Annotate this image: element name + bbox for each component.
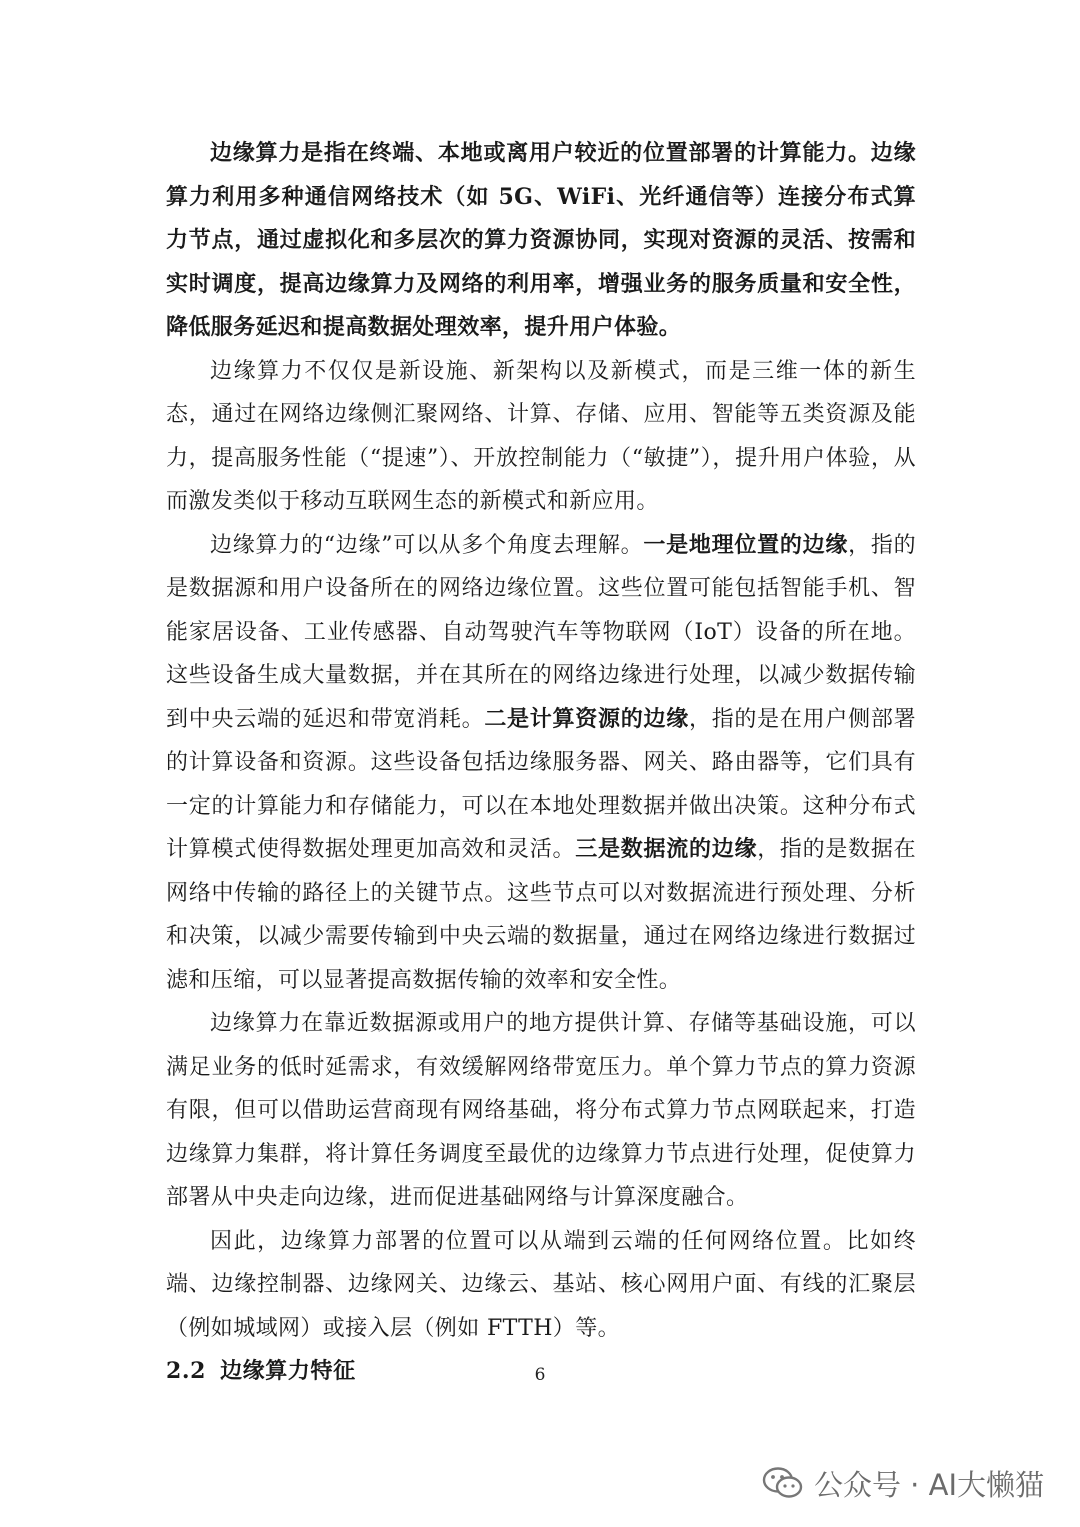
bold-phrase-compute-edge: 二是计算资源的边缘 — [484, 705, 689, 732]
text-segment: ，指的是数据在网络中传输的路径上的关键节点。这些节点可以对数据流进行预处理、分析和决策，以减少需要传输到中央云端的数据量，通过在网络边缘进行数据过滤和压缩，可以显著提高数据传输的效率和安全性。 — [166, 837, 917, 993]
watermark — [762, 1458, 1044, 1508]
document-body — [166, 132, 916, 1394]
paragraph-latency: 边缘算力在靠近数据源或用户的地方提供计算、存储等基础设施，可以满足业务的低时延需求，有效缓解网络带宽压力。单个算力节点的算力资源有限，但可以借助运营商现有网络基础，将分布式算力节点网联起来，打造边缘算力集群，将计算任务调度至最优的边缘算力节点进行处理，促使算力部署从中央走向边缘，进而促进基础网络与计算深度融合。 — [166, 1011, 916, 1210]
text-segment: ，指的是在用户侧部署的计算设备和资源。这些设备包括边缘服务器、网关、路由器等，它们具有一定的计算能力和存储能力，可以在本地处理数据并做出决策。这种分布式计算模式使得数据处理更加高效和灵活。 — [166, 706, 916, 862]
watermark-text: 公众号 · AI大懒猫 — [813, 1467, 1044, 1502]
text-segment: 边缘算力的“边缘”可以从多个角度去理解。 — [210, 532, 644, 558]
bold-phrase-geographic-edge: 一是地理位置的边缘 — [643, 531, 849, 558]
paragraph-deployment: 因此，边缘算力部署的位置可以从端到云端的任何网络位置。比如终端、边缘控制器、边缘网关、边缘云、基站、核心网用户面、有线的汇聚层（例如城域网）或接入层（例如 FTTH）等。 — [166, 1228, 916, 1341]
paragraph-edge-meaning — [166, 524, 916, 1003]
bold-phrase-dataflow-edge: 三是数据流的边缘 — [575, 836, 758, 862]
wechat-icon — [762, 1465, 804, 1501]
page-number: 6 — [534, 1365, 546, 1385]
text-segment: ，指的是数据源和用户设备所在的网络边缘位置。这些位置可能包括智能手机、智能家居设备、工业传感器、自动驾驶汽车等物联网（IoT）设备的所在地。这些设备生成大量数据，并在其所在的网络边缘进行处理，以减少数据传输到中央云端的延迟和带宽消耗。 — [166, 532, 916, 732]
section-number: 2.2 — [166, 1358, 207, 1384]
section-title: 边缘算力特征 — [220, 1358, 356, 1384]
paragraph-ecosystem: 边缘算力不仅仅是新设施、新架构以及新模式，而是三维一体的新生态，通过在网络边缘侧汇聚网络、计算、存储、应用、智能等五类资源及能力，提高服务性能（“提速”）、开放控制能力（“敏捷”），提升用户体验，从而激发类似于移动互联网生态的新模式和新应用。 — [166, 358, 916, 514]
paragraph-definition: 边缘算力是指在终端、本地或离用户较近的位置部署的计算能力。边缘算力利用多种通信网络技术（如 5G、WiFi、光纤通信等）连接分布式算力节点，通过虚拟化和多层次的算力资源协同，实现对资源的灵活、按需和实时调度，提高边缘算力及网络的利用率，增强业务的服务质量和安全性，降低服务延迟和提高数据处理效率，提升用户体验。 — [166, 140, 916, 340]
